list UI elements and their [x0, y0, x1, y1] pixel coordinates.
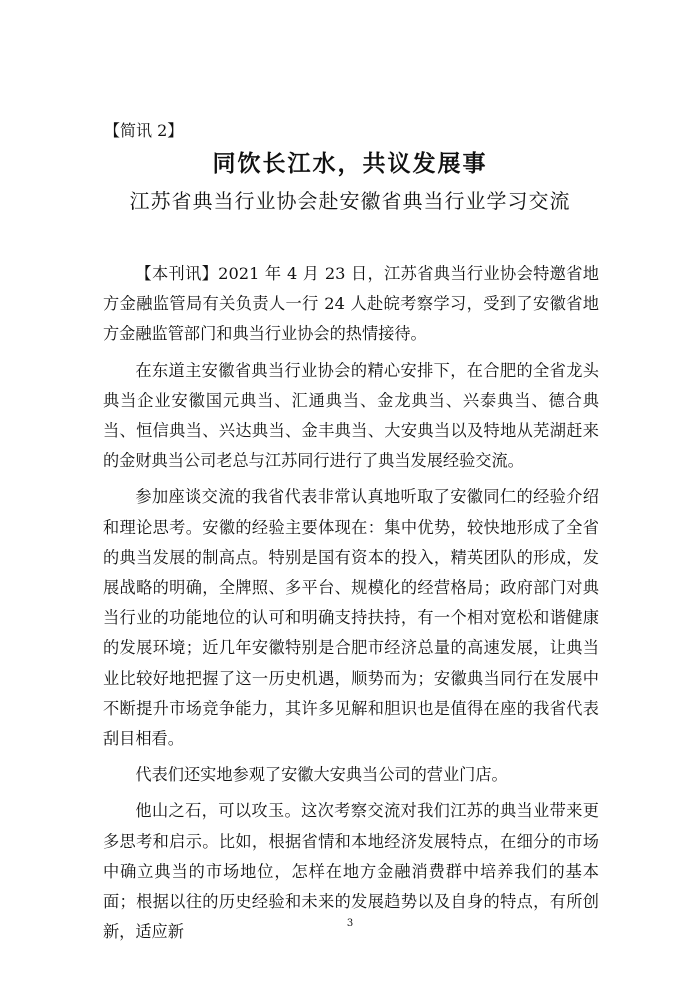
bulletin-tag: 【简讯 2】	[104, 121, 184, 140]
article-body	[103, 259, 599, 947]
paragraph-2: 在东道主安徽省典当行业协会的精心安排下，在合肥的全省龙头典当企业安徽国元典当、汇通典当、金龙典当、兴泰典当、德合典当、恒信典当、兴达典当、金丰典当、大安典当以及特地从芜湖赶来的金财典当公司老总与江苏同行进行了典当发展经验交流。	[103, 360, 599, 471]
paragraph-3: 参加座谈交流的我省代表非常认真地听取了安徽同仁的经验介绍和理论思考。安徽的经验主要体现在：集中优势，较快地形成了全省的典当发展的制高点。特别是国有资本的投入，精英团队的形成，发展战略的明确，全牌照、多平台、规模化的经营格局；政府部门对典当行业的功能地位的认可和明确支持扶持，有一个相对宽松和谐健康的发展环境；近几年安徽特别是合肥市经济总量的高速发展，让典当业比较好地把握了这一历史机遇，顺势而为；安徽典当同行在发展中不断提升市场竞争能力，其许多见解和胆识也是值得在座的我省代表刮目相看。	[103, 487, 599, 749]
paragraph-5: 他山之石，可以攻玉。这次考察交流对我们江苏的典当业带来更多思考和启示。比如，根据省情和本地经济发展特点，在细分的市场中确立典当的市场地位，怎样在地方金融消费群中培养我们的基本面；根据以往的历史经验和未来的发展趋势以及自身的特点，有所创新，适应新	[103, 801, 599, 942]
article-subtitle: 江苏省典当行业协会赴安徽省典当行业学习交流	[129, 189, 571, 213]
page-number: 3	[346, 918, 354, 929]
article-title: 同饮长江水，共议发展事	[212, 150, 488, 177]
paragraph-4: 代表们还实地参观了安徽大安典当公司的营业门店。	[135, 765, 508, 785]
paragraph-1: 【本刊讯】2021 年 4 月 23 日，江苏省典当行业协会特邀省地方金融监管局有关负责人一行 24 人赴皖考察学习，受到了安徽省地方金融监管部门和典当行业协会的热情接待。	[103, 264, 599, 344]
